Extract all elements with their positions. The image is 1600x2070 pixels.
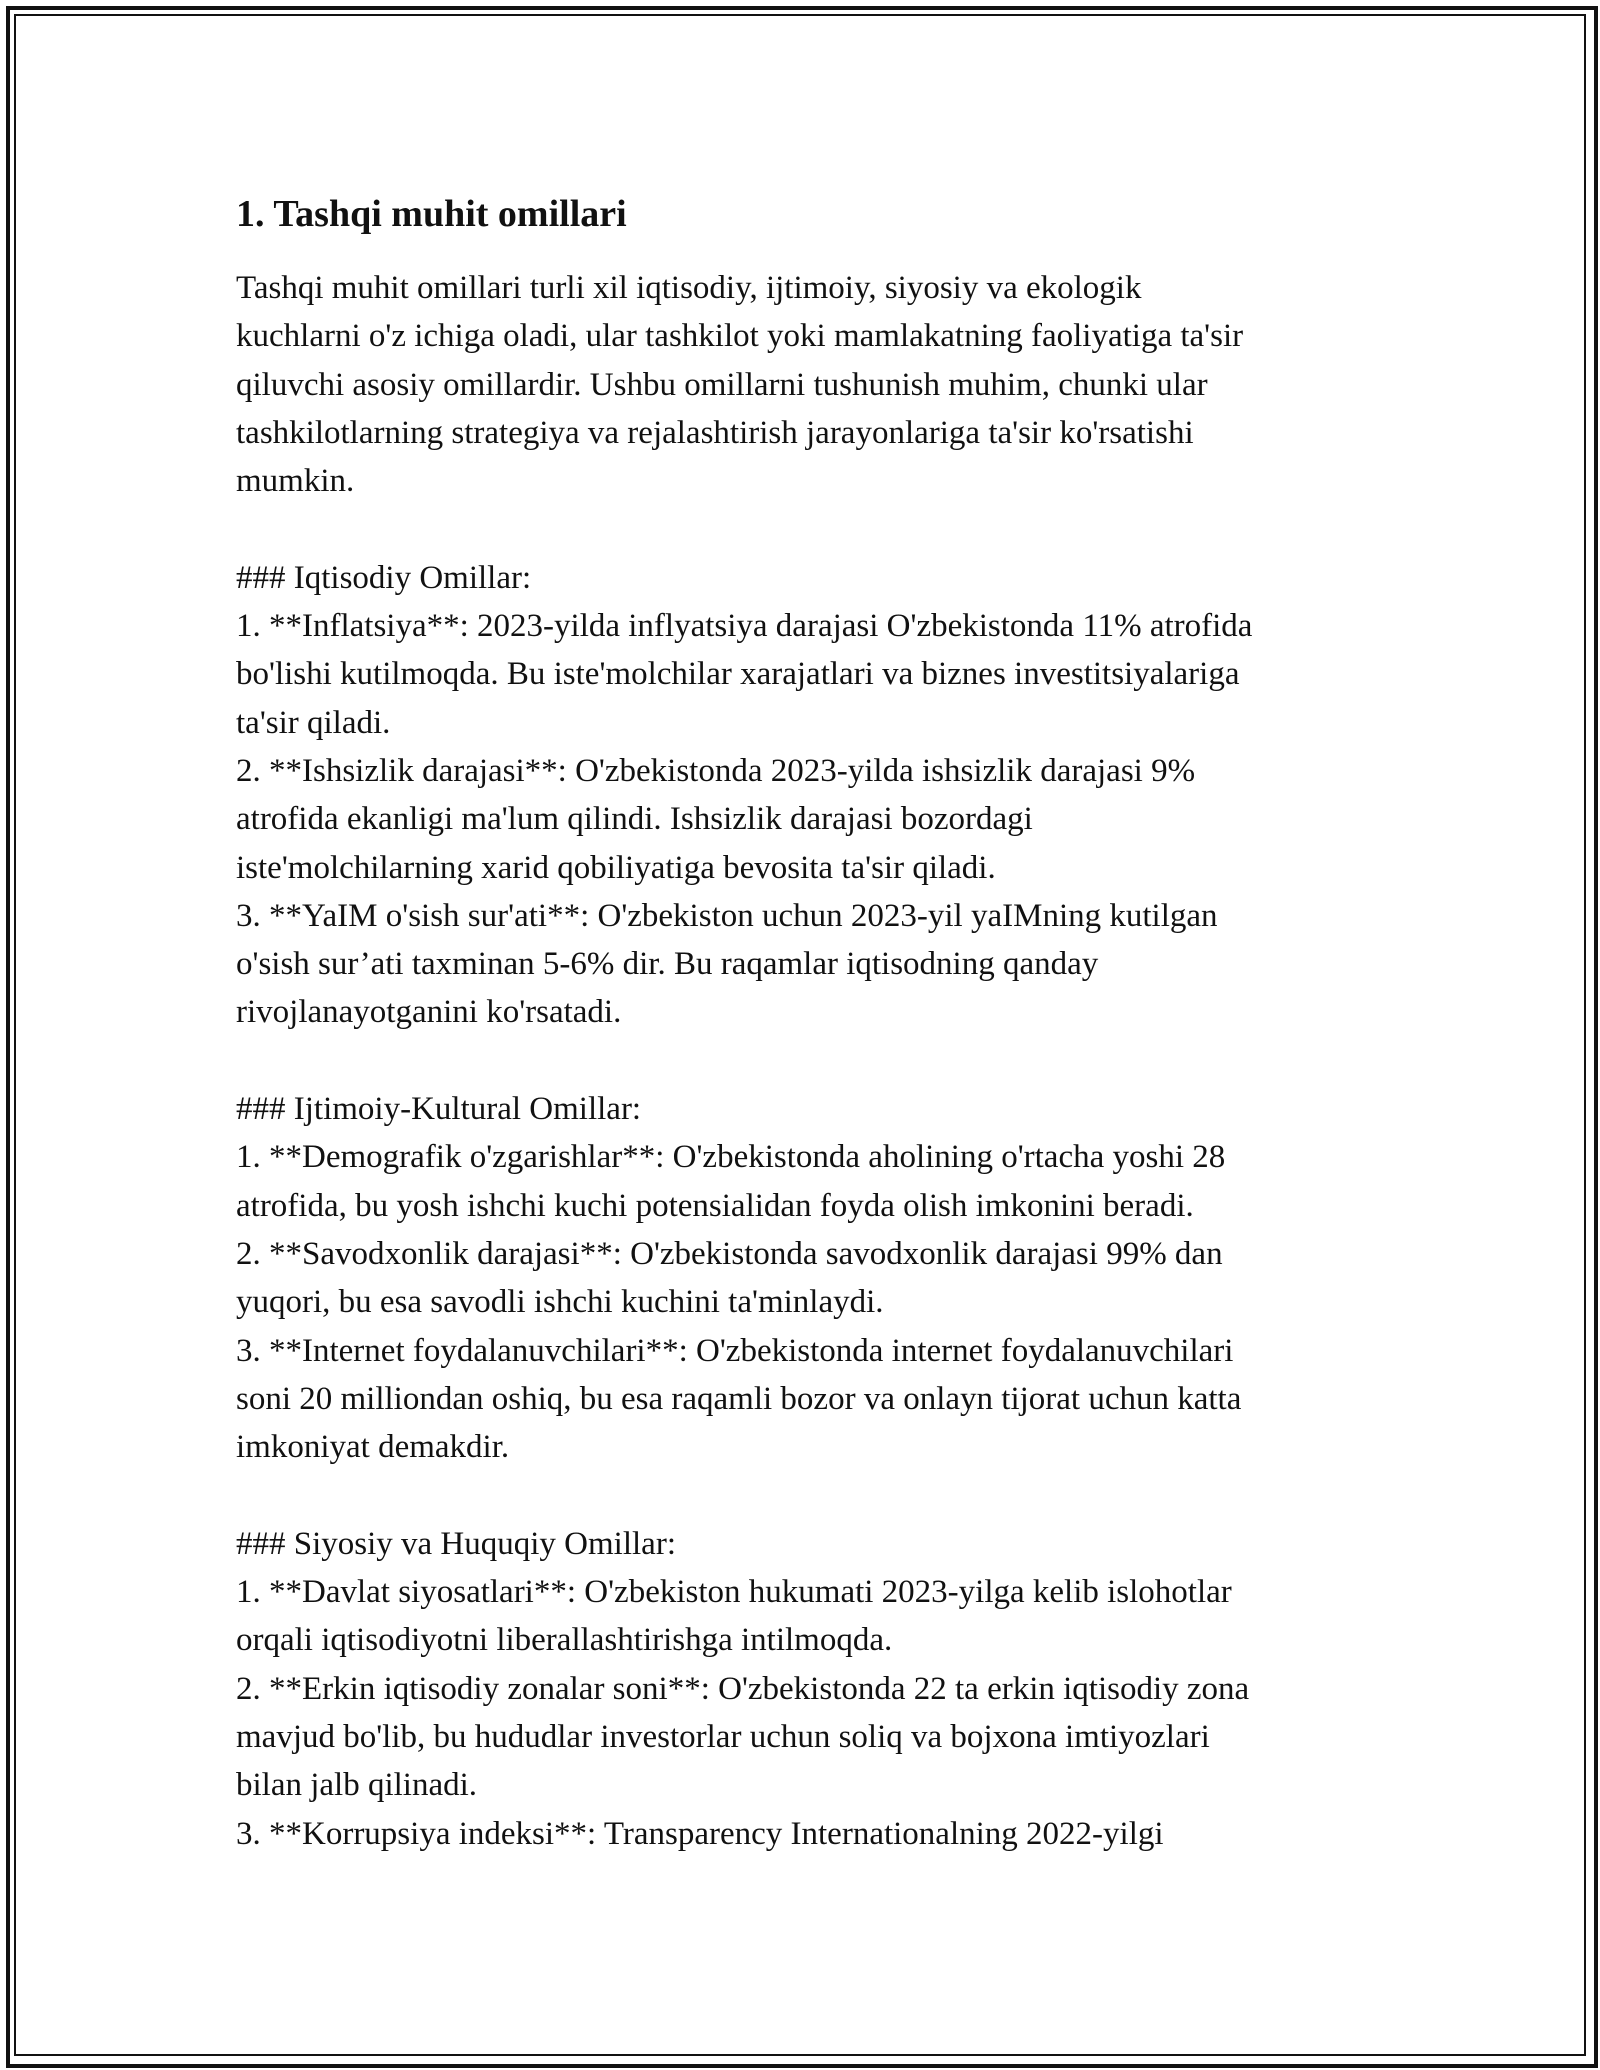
text-line: 2. **Ishsizlik darajasi**: O'zbekistonda 2023-yilda ishsizlik darajasi 9% — [236, 752, 1196, 789]
document-body — [236, 186, 1416, 1858]
section-heading: ### Siyosiy va Huquqiy Omillar: — [236, 1525, 676, 1562]
section-economic — [236, 554, 1416, 1037]
text-line: mavjud bo'lib, bu hududlar investorlar uchun soliq va bojxona imtiyozlari — [236, 1718, 1210, 1755]
section-social-cultural — [236, 1085, 1416, 1471]
text-line: qiluvchi asosiy omillardir. Ushbu omillarni tushunish muhim, chunki ular — [236, 366, 1208, 403]
text-line: atrofida, bu yosh ishchi kuchi potensialidan foyda olish imkonini beradi. — [236, 1187, 1194, 1224]
text-line: mumkin. — [236, 463, 355, 500]
text-line: imkoniyat demakdir. — [236, 1429, 510, 1466]
text-line: 3. **Internet foydalanuvchilari**: O'zbekistonda internet foydalanuvchilari — [236, 1332, 1234, 1369]
text-line: 2. **Erkin iqtisodiy zonalar soni**: O'zbekistonda 22 ta erkin iqtisodiy zona — [236, 1670, 1250, 1707]
section-heading: ### Iqtisodiy Omillar: — [236, 559, 532, 596]
text-line: rivojlanayotganini ko'rsatadi. — [236, 994, 622, 1031]
text-line: soni 20 milliondan oshiq, bu esa raqamli bozor va onlayn tijorat uchun katta — [236, 1380, 1242, 1417]
section-political-legal — [236, 1520, 1416, 1858]
text-line: orqali iqtisodiyotni liberallashtirishga intilmoqda. — [236, 1622, 893, 1659]
blank-line — [236, 1471, 1416, 1519]
document-title: 1. Tashqi muhit omillari — [236, 193, 627, 235]
blank-line — [236, 1037, 1416, 1085]
text-line: Tashqi muhit omillari turli xil iqtisodiy, ijtimoiy, siyosiy va ekologik — [236, 270, 1142, 306]
text-line: 3. **Korrupsiya indeksi**: Transparency Internationalning 2022-yilgi — [236, 1815, 1164, 1852]
text-line: 1. **Davlat siyosatlari**: O'zbekiston hukumati 2023-yilga kelib islohotlar — [236, 1574, 1232, 1611]
text-line: tashkilotlarning strategiya va rejalashtirish jarayonlariga ta'sir ko'rsatishi — [236, 414, 1194, 451]
intro-paragraph — [236, 264, 1416, 505]
text-line: yuqori, bu esa savodli ishchi kuchini ta'minlaydi. — [236, 1284, 884, 1321]
text-line: ta'sir qiladi. — [236, 704, 391, 741]
text-line: 2. **Savodxonlik darajasi**: O'zbekistonda savodxonlik darajasi 99% dan — [236, 1235, 1223, 1272]
text-line: o'sish sur’ati taxminan 5-6% dir. Bu raqamlar iqtisodning qanday — [236, 946, 1099, 983]
text-line: iste'molchilarning xarid qobiliyatiga bevosita ta'sir qiladi. — [236, 849, 996, 886]
section-heading: ### Ijtimoiy-Kultural Omillar: — [236, 1091, 642, 1128]
blank-line — [236, 505, 1416, 553]
text-line: kuchlarni o'z ichiga oladi, ular tashkilot yoki mamlakatning faoliyatiga ta'sir — [236, 318, 1244, 355]
text-line: 3. **YaIM o'sish sur'ati**: O'zbekiston uchun 2023-yil yaIMning kutilgan — [236, 897, 1218, 934]
text-line: bo'lishi kutilmoqda. Bu iste'molchilar xarajatlari va biznes investitsiyalariga — [236, 656, 1240, 693]
text-line: 1. **Demografik o'zgarishlar**: O'zbekistonda aholining o'rtacha yoshi 28 — [236, 1139, 1226, 1176]
text-line: atrofida ekanligi ma'lum qilindi. Ishsizlik darajasi bozordagi — [236, 801, 1033, 838]
text-line: bilan jalb qilinadi. — [236, 1767, 478, 1804]
text-line: 1. **Inflatsiya**: 2023-yilda inflyatsiya darajasi O'zbekistonda 11% atrofida — [236, 608, 1253, 645]
